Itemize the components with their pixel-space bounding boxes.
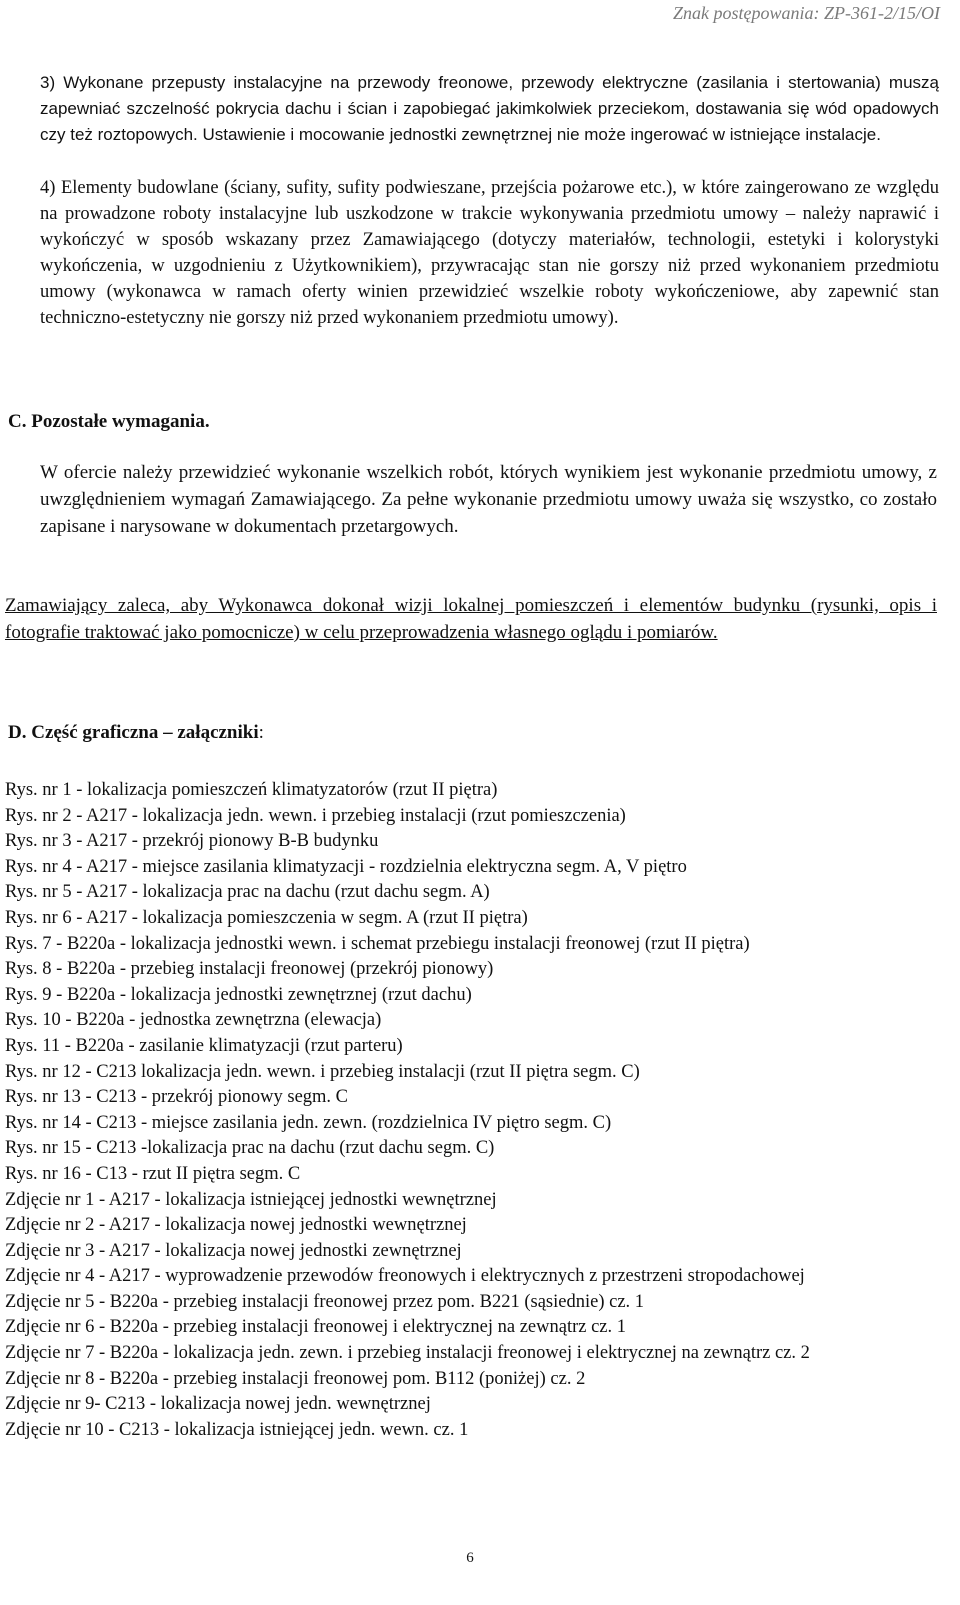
site-visit-recommendation: Zamawiający zaleca, aby Wykonawca dokonał wizji lokalnej pomieszczeń i elementów budynku (rysunki, opis i fotografie traktować jako pomocnicze) w celu przeprowadzenia własnego oglądu i pomiarów. <box>5 595 937 643</box>
list-item: Rys. nr 2 - A217 - lokalizacja jedn. wewn. i przebieg instalacji (rzut pomieszczenia) <box>5 805 626 826</box>
list-item: Zdjęcie nr 6 - B220a - przebieg instalacji freonowej i elektrycznej na zewnątrz cz. 1 <box>5 1317 626 1338</box>
list-item: Zdjęcie nr 8 - B220a - przebieg instalacji freonowej pom. B112 (poniżej) cz. 2 <box>5 1368 586 1389</box>
requirement-item-3: 3) Wykonane przepusty instalacyjne na przewody freonowe, przewody elektryczne (zasilania i stertowania) muszą zapewniać szczelność pokrycia dachu i ścian i zapobiegać jakimkolwiek przeciekom, dostawania się wód opadowych czy też roztopowych. Ustawienie i mocowanie jednostki zewnętrznej nie może ingerować w istniejące instalacje. <box>40 73 939 144</box>
section-c-title: C. Pozostałe wymagania. <box>8 411 210 432</box>
list-item: Rys. nr 16 - C13 - rzut II piętra segm. C <box>5 1163 301 1184</box>
list-item: Rys. nr 5 - A217 - lokalizacja prac na dachu (rzut dachu segm. A) <box>5 882 490 903</box>
list-item: Zdjęcie nr 3 - A217 - lokalizacja nowej jednostki zewnętrznej <box>5 1240 462 1261</box>
list-item: Zdjęcie nr 7 - B220a - lokalizacja jedn. zewn. i przebieg instalacji freonowej i elektrycznej na zewnątrz cz. 2 <box>5 1343 810 1364</box>
list-item: Rys. nr 15 - C213 -lokalizacja prac na dachu (rzut dachu segm. C) <box>5 1138 495 1159</box>
page-number: 6 <box>466 1550 474 1566</box>
list-item: Zdjęcie nr 1 - A217 - lokalizacja istniejącej jednostki wewnętrznej <box>5 1189 497 1210</box>
attachments-list <box>5 778 937 1443</box>
procedure-reference: Znak postępowania: ZP-361-2/15/OI <box>673 3 940 23</box>
list-item: Rys. nr 6 - A217 - lokalizacja pomieszczenia w segm. A (rzut II piętra) <box>5 907 528 928</box>
list-item: Zdjęcie nr 2 - A217 - lokalizacja nowej jednostki wewnętrznej <box>5 1215 467 1236</box>
list-item: Zdjęcie nr 5 - B220a - przebieg instalacji freonowej przez pom. B221 (sąsiednie) cz. 1 <box>5 1291 645 1312</box>
section-c-paragraph: W ofercie należy przewidzieć wykonanie wszelkich robót, których wynikiem jest wykonanie przedmiotu umowy, z uwzględnieniem wymagań Zamawiającego. Za pełne wykonanie przedmiotu umowy uważa się wszystko, co zostało zapisane i narysowane w dokumentach przetargowych. <box>40 462 937 537</box>
section-d-title-text: D. Część graficzna – załączniki <box>8 722 259 743</box>
list-item: Rys. 11 - B220a - zasilanie klimatyzacji (rzut parteru) <box>5 1035 403 1056</box>
list-item: Rys. 10 - B220a - jednostka zewnętrzna (elewacja) <box>5 1010 382 1031</box>
list-item: Zdjęcie nr 9- C213 - lokalizacja nowej jedn. wewnętrznej <box>5 1394 431 1415</box>
list-item: Zdjęcie nr 10 - C213 - lokalizacja istniejącej jedn. wewn. cz. 1 <box>5 1419 469 1440</box>
section-d-title-colon: : <box>258 722 264 743</box>
list-item: Rys. nr 14 - C213 - miejsce zasilania jedn. zewn. (rozdzielnica IV piętro segm. C) <box>5 1112 612 1133</box>
section-d-title <box>8 720 264 746</box>
list-item: Rys. nr 1 - lokalizacja pomieszczeń klimatyzatorów (rzut II piętra) <box>5 780 498 800</box>
list-item: Rys. 7 - B220a - lokalizacja jednostki wewn. i schemat przebiegu instalacji freonowej (rzut II piętra) <box>5 933 750 954</box>
list-item: Rys. 9 - B220a - lokalizacja jednostki zewnętrznej (rzut dachu) <box>5 984 472 1005</box>
list-item: Rys. nr 4 - A217 - miejsce zasilania klimatyzacji - rozdzielnia elektryczna segm. A, V piętro <box>5 856 687 877</box>
list-item: Rys. 8 - B220a - przebieg instalacji freonowej (przekrój pionowy) <box>5 959 494 980</box>
list-item: Rys. nr 13 - C213 - przekrój pionowy segm. C <box>5 1087 349 1108</box>
list-item: Rys. nr 12 - C213 lokalizacja jedn. wewn. i przebieg instalacji (rzut II piętra segm. C) <box>5 1061 640 1082</box>
list-item: Rys. nr 3 - A217 - przekrój pionowy B-B budynku <box>5 831 379 852</box>
list-item: Zdjęcie nr 4 - A217 - wyprowadzenie przewodów freonowych i elektrycznych z przestrzeni stropodachowej <box>5 1266 805 1287</box>
requirement-item-4: 4) Elementy budowlane (ściany, sufity, sufity podwieszane, przejścia pożarowe etc.), w które zaingerowano ze względu na prowadzone roboty instalacyjne lub uszkodzone w trakcie wykonywania przedmiotu umowy – należy naprawić i wykończyć w sposób wskazany przez Zamawiającego (dotyczy materiałów, technologii, estetyki i kolorystyki wykończenia, w uzgodnieniu z Użytkownikiem), przywracając stan nie gorszy niż przed wykonaniem przedmiotu umowy (wykonawca w ramach oferty winien przewidzieć wszelkie roboty wykończeniowe, aby zapewnić stan techniczno-estetyczny nie gorszy niż przed wykonaniem przedmiotu umowy). <box>40 178 939 328</box>
